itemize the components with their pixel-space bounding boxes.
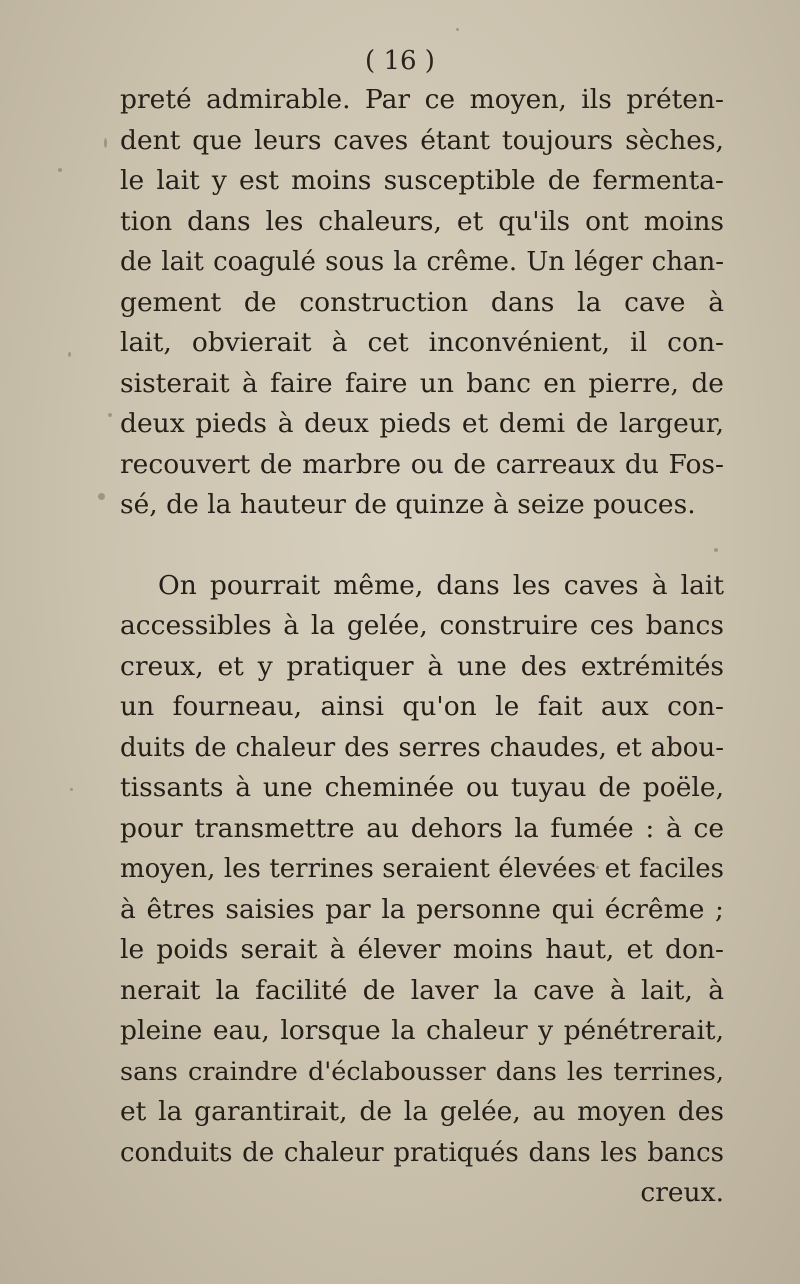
text-line: accessibles à la gelée, construire ces bancs: [120, 610, 724, 641]
text-line: sans craindre d'éclabousser dans les terrines,: [120, 1056, 724, 1087]
paper-speck: [104, 138, 107, 148]
text-line: pleine eau, lorsque la chaleur y pénétrerait,: [120, 1015, 724, 1046]
text-line: sisterait à faire faire un banc en pierre, de: [120, 367, 724, 399]
text-line: tion dans les chaleurs, et qu'ils ont moins: [120, 205, 724, 237]
text-line: conduits de chaleur pratiqués dans les bancs: [120, 1137, 724, 1168]
text-line: à êtres saisies par la personne qui écrême ;: [120, 893, 724, 925]
paper-speck: [58, 168, 62, 172]
text-line: un fourneau, ainsi qu'on le fait aux con-: [120, 691, 724, 722]
text-line: le poids serait à élever moins haut, et don-: [120, 934, 724, 965]
page-number: ( 16 ): [365, 46, 435, 76]
text-line: creux.: [640, 1177, 724, 1208]
text-line: sé, de la hauteur de quinze à seize pouces.: [120, 489, 696, 520]
paper-speck: [68, 352, 71, 357]
text-line: nerait la facilité de laver la cave à lait, à: [120, 974, 724, 1006]
text-line: creux, et y pratiquer à une des extrémités: [120, 650, 724, 682]
paragraph-gap: [120, 526, 724, 566]
text-line: le lait y est moins susceptible de fermenta-: [120, 165, 724, 196]
paragraph: [120, 80, 724, 526]
text-line: recouvert de marbre ou de carreaux du Fos-: [120, 448, 724, 480]
text-line: et la garantirait, de la gelée, au moyen des: [120, 1096, 724, 1127]
text-line: pour transmettre au dehors la fumée : à ce: [120, 812, 724, 844]
text-line: moyen, les terrines seraient élevées et faciles: [120, 854, 724, 884]
text-line: de lait coagulé sous la crême. Un léger chan-: [120, 247, 724, 277]
text-line: preté admirable. Par ce moyen, ils préten-: [120, 84, 724, 115]
paper-speck: [456, 28, 459, 31]
text-line: gement de construction dans la cave à: [120, 286, 724, 318]
text-line: deux pieds à deux pieds et demi de largeur,: [120, 408, 724, 439]
paragraph: [120, 566, 724, 1214]
text-line: duits de chaleur des serres chaudes, et abou-: [120, 732, 724, 763]
text-line: lait, obvierait à cet inconvénient, il con-: [120, 327, 724, 358]
paper-speck: [108, 413, 112, 417]
text-line: dent que leurs caves étant toujours sèches,: [120, 124, 724, 156]
paper-speck: [70, 788, 73, 791]
text-line: On pourrait même, dans les caves à lait: [158, 569, 724, 601]
paper-speck: [98, 493, 105, 500]
text-line: tissants à une cheminée ou tuyau de poële,: [120, 772, 724, 803]
body-text: [120, 80, 724, 1214]
